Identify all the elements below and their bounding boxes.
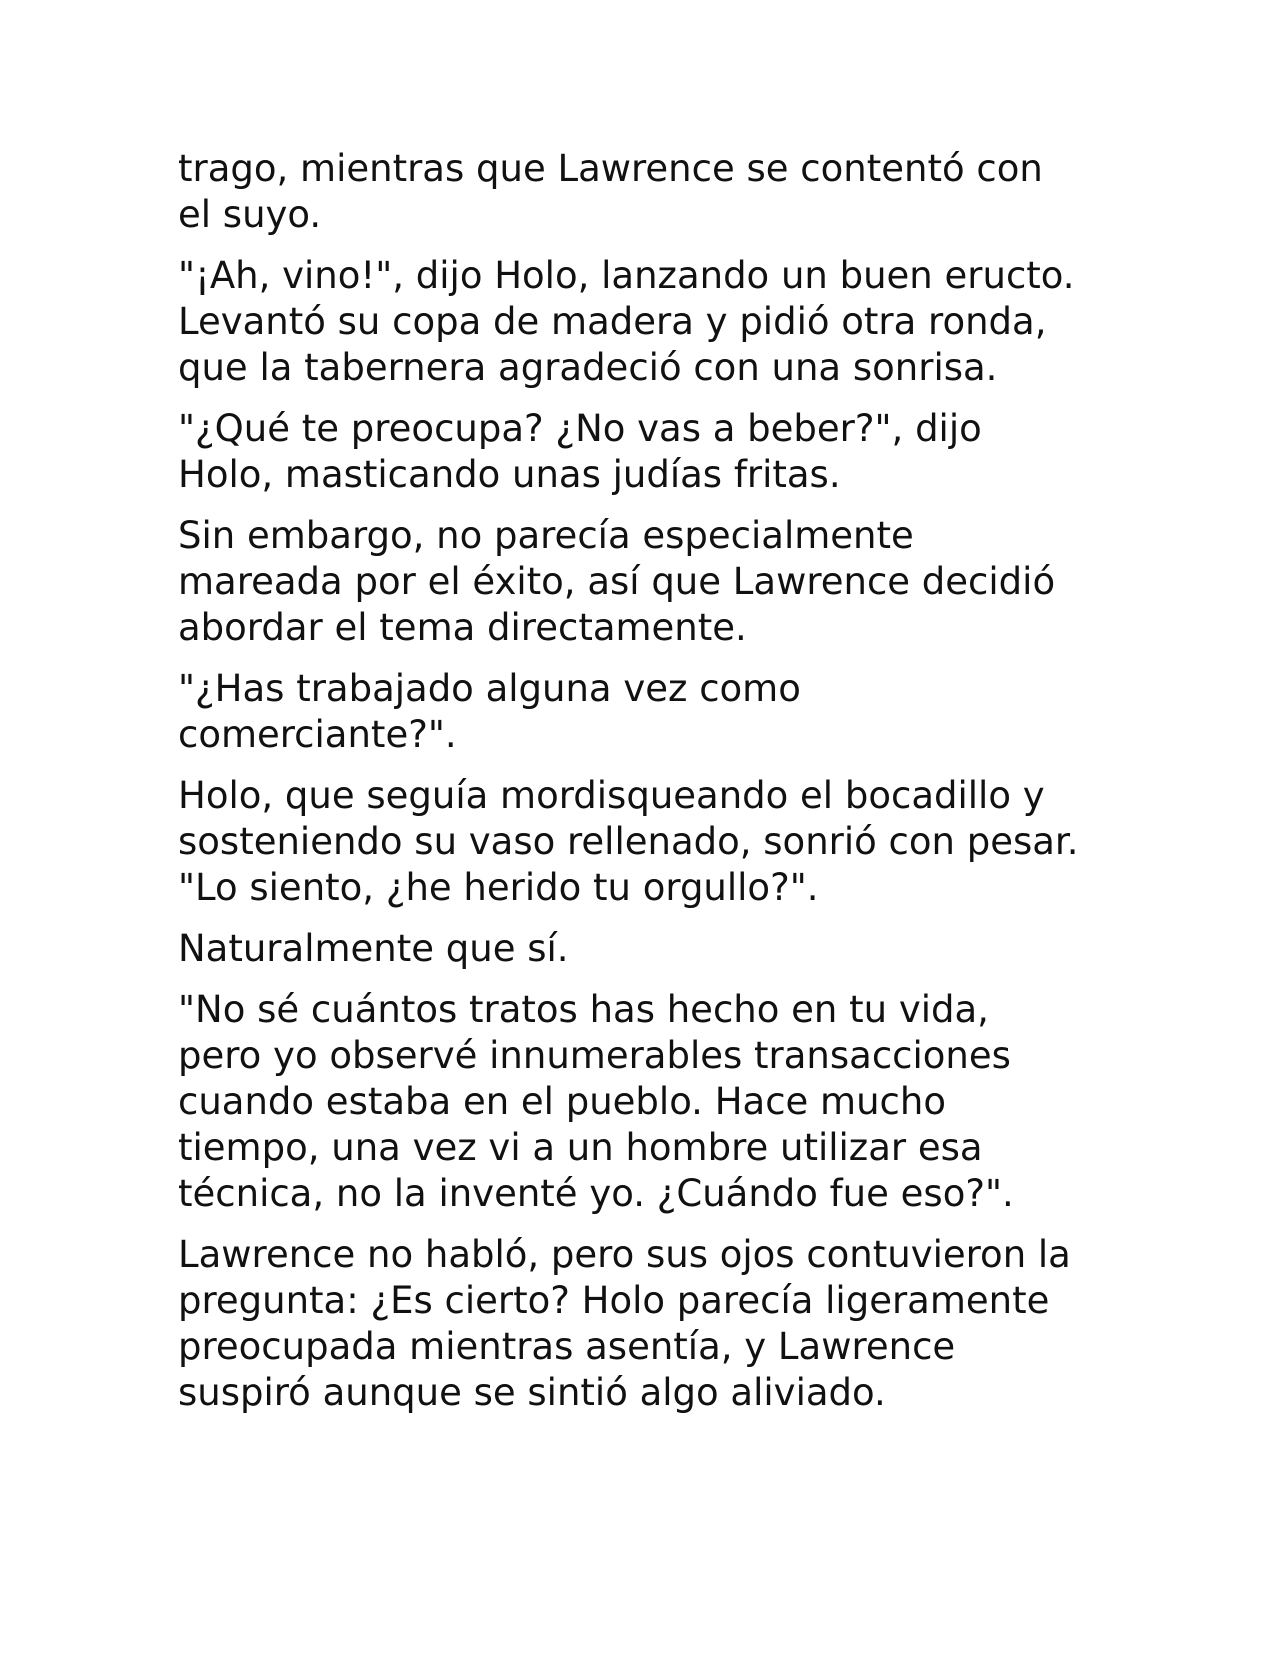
- paragraph: "¡Ah, vino!", dijo Holo, lanzando un buen eructo. Levantó su copa de madera y pidió otra ronda, que la tabernera agradeció con una sonrisa.: [178, 254, 1075, 389]
- paragraph: Holo, que seguía mordisqueando el bocadillo y sosteniendo su vaso rellenado, sonrió con pesar. "Lo siento, ¿he herido tu orgullo?".: [178, 774, 1079, 909]
- paragraph: "No sé cuántos tratos has hecho en tu vida, pero yo observé innumerables transacciones cuando estaba en el pueblo. Hace mucho tiempo, una vez vi a un hombre utilizar esa técnica, no la inventé yo. ¿Cuándo fue eso?".: [178, 988, 1014, 1215]
- paragraph: Sin embargo, no parecía especialmente mareada por el éxito, así que Lawrence decidió abordar el tema directamente.: [178, 514, 1056, 649]
- document-page: [178, 146, 1118, 1431]
- paragraph: Naturalmente que sí.: [178, 927, 569, 970]
- paragraph: trago, mientras que Lawrence se contentó con el suyo.: [178, 147, 1043, 236]
- paragraph: Lawrence no habló, pero sus ojos contuvieron la pregunta: ¿Es cierto? Holo parecía ligeramente preocupada mientras asentía, y Lawrence suspiró aunque se sintió algo aliviado.: [178, 1233, 1071, 1414]
- paragraph: "¿Has trabajado alguna vez como comerciante?".: [178, 667, 801, 756]
- paragraph: "¿Qué te preocupa? ¿No vas a beber?", dijo Holo, masticando unas judías fritas.: [178, 407, 982, 496]
